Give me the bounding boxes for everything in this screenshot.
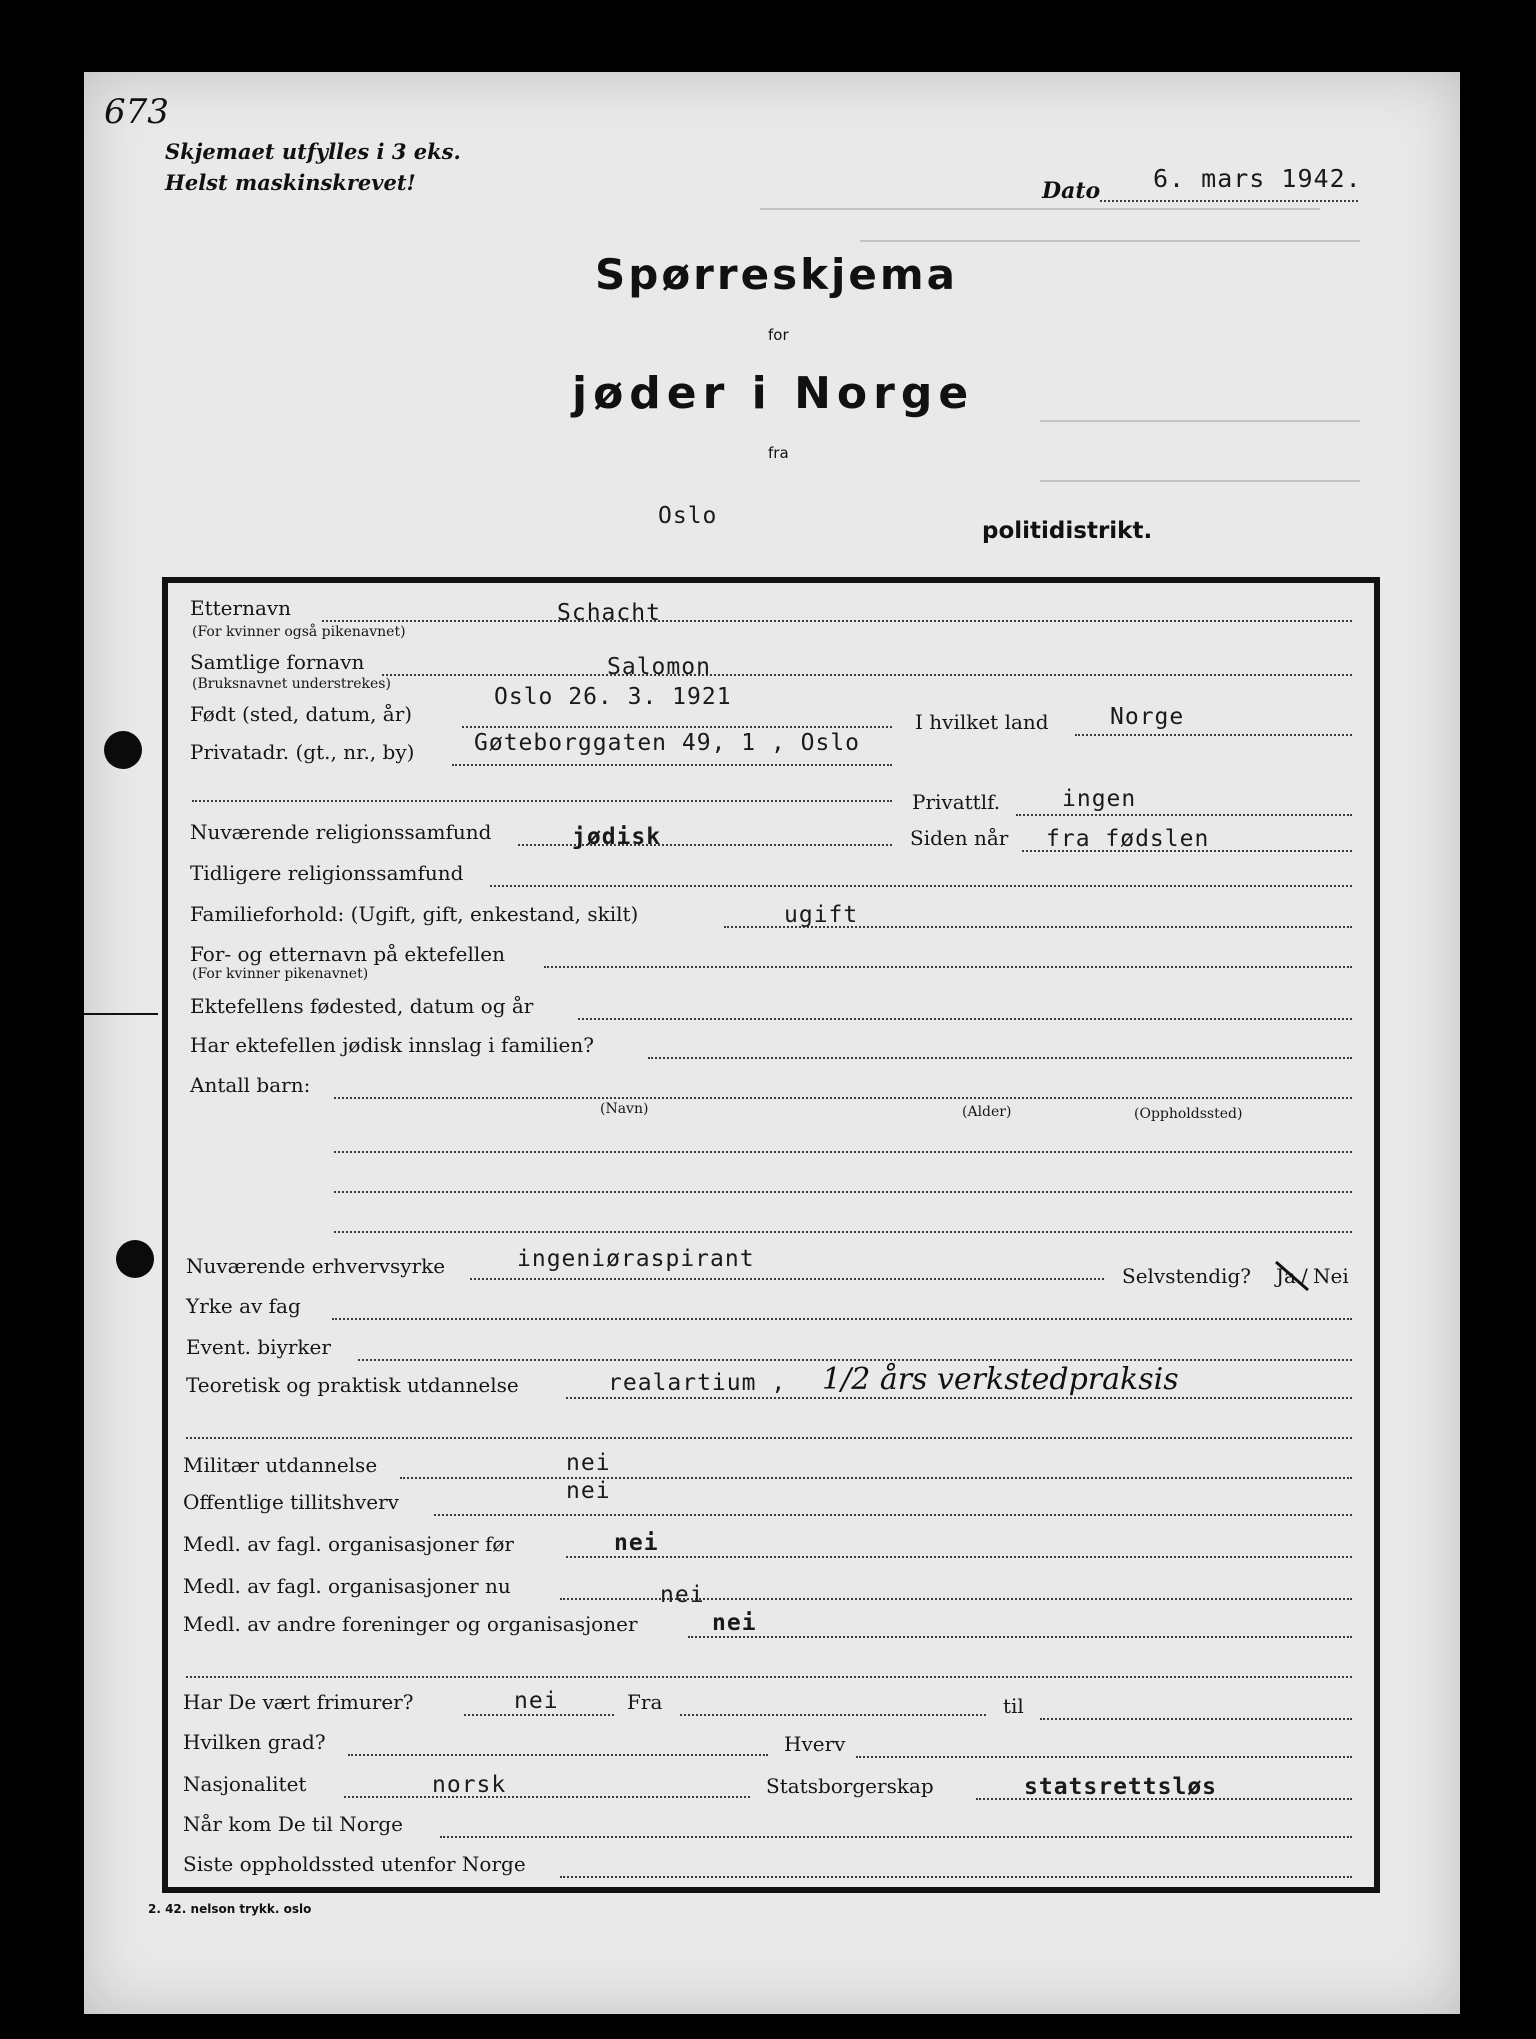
- field-line: [332, 1318, 1352, 1320]
- binder-hole: [116, 1240, 154, 1278]
- field-line: [348, 1754, 768, 1756]
- subtitle-fra: fra: [768, 444, 789, 462]
- value-fodt: Oslo 26. 3. 1921: [494, 684, 732, 710]
- field-line: [470, 1278, 1104, 1280]
- col-opphold: (Oppholdssted): [1134, 1106, 1243, 1122]
- field-line: [344, 1796, 750, 1798]
- label-tillit: Offentlige tillitshverv: [183, 1490, 399, 1514]
- label-fornavn: Samtlige fornavn: [190, 650, 365, 674]
- bleed-through: [1040, 480, 1360, 482]
- label-til: til: [1003, 1694, 1024, 1718]
- field-line: [680, 1714, 986, 1716]
- note-fornavn: (Bruksnavnet understrekes): [192, 676, 391, 692]
- label-militaer: Militær utdannelse: [183, 1453, 378, 1477]
- value-religion: jødisk: [572, 824, 662, 850]
- field-line: [490, 885, 1352, 887]
- label-siste-opphold: Siste oppholdssted utenfor Norge: [183, 1852, 526, 1876]
- value-since: fra fødslen: [1046, 826, 1210, 852]
- value-nasjonalitet: norsk: [432, 1772, 507, 1798]
- binder-hole: [104, 731, 142, 769]
- bleed-through: [1040, 420, 1360, 422]
- bleed-through: [860, 240, 1360, 242]
- instruction-typed: Helst maskinskrevet!: [165, 170, 416, 195]
- field-line: [1040, 1718, 1352, 1720]
- field-line: [434, 1514, 1352, 1516]
- child-row-line: [334, 1191, 1352, 1193]
- label-grad: Hvilken grad?: [183, 1730, 326, 1754]
- label-andre-org: Medl. av andre foreninger og organisasjoner: [183, 1612, 638, 1636]
- field-line: [400, 1477, 1352, 1479]
- label-selvstendig: Selvstendig?: [1122, 1264, 1251, 1288]
- label-since: Siden når: [910, 826, 1009, 850]
- label-privatadr: Privatadr. (gt., nr., by): [190, 740, 415, 764]
- option-ja: Ja: [1276, 1264, 1296, 1288]
- label-ektefelle-fodested: Ektefellens fødested, datum og år: [190, 994, 534, 1018]
- value-familie: ugift: [784, 902, 859, 928]
- edge-mark: [84, 1013, 158, 1015]
- field-line: [192, 800, 892, 802]
- value-fornavn: Salomon: [607, 654, 711, 680]
- label-org-nu: Medl. av fagl. organisasjoner nu: [183, 1574, 511, 1598]
- field-line: [382, 674, 1352, 676]
- form-subtitle: jøder i Norge: [572, 368, 975, 419]
- value-org-nu: nei: [660, 1582, 705, 1608]
- label-religion: Nuværende religionssamfund: [190, 820, 492, 844]
- bleed-through: [760, 208, 1320, 210]
- field-line: [186, 1676, 1352, 1678]
- printer-imprint: 2. 42. nelson trykk. oslo: [148, 1902, 312, 1916]
- title-for: for: [768, 326, 789, 344]
- value-andre-org: nei: [712, 1610, 757, 1636]
- form-title: Spørreskjema: [595, 250, 958, 299]
- value-militaer: nei: [566, 1450, 611, 1476]
- field-line: [186, 1437, 1352, 1439]
- field-line: [322, 620, 1352, 622]
- note-etternavn: (For kvinner også pikenavnet): [192, 624, 406, 640]
- value-erhverv: ingeniøraspirant: [517, 1246, 755, 1272]
- date-line: [1100, 200, 1358, 202]
- value-utdannelse: realartium ,: [608, 1370, 787, 1396]
- label-etternavn: Etternavn: [190, 596, 292, 620]
- field-line: [334, 1097, 1352, 1099]
- label-erhverv: Nuværende erhvervsyrke: [186, 1254, 446, 1278]
- label-frimurer: Har De vært frimurer?: [183, 1690, 414, 1714]
- label-biyrker: Event. biyrker: [186, 1335, 331, 1359]
- value-etternavn: Schacht: [557, 600, 661, 626]
- field-line: [856, 1756, 1352, 1758]
- field-line: [566, 1397, 1352, 1399]
- label-ektefelle: For- og etternavn på ektefellen: [190, 942, 506, 966]
- field-line: [1075, 734, 1352, 736]
- reference-number: 673: [104, 92, 169, 132]
- label-privattlf: Privattlf.: [912, 790, 1001, 814]
- label-kom-til-norge: Når kom De til Norge: [183, 1812, 403, 1836]
- date-label: Dato: [1042, 178, 1101, 204]
- label-fra: Fra: [627, 1690, 663, 1714]
- value-statsborgerskap: statsrettsløs: [1024, 1774, 1218, 1800]
- field-line: [544, 966, 1352, 968]
- child-row-line: [334, 1231, 1352, 1233]
- label-statsborgerskap: Statsborgerskap: [766, 1774, 934, 1798]
- label-hverv: Hverv: [784, 1732, 846, 1756]
- label-fodt: Født (sted, datum, år): [190, 702, 413, 726]
- col-alder: (Alder): [962, 1104, 1012, 1120]
- option-separator: /: [1301, 1264, 1308, 1288]
- field-line: [464, 1714, 614, 1716]
- value-tillit: nei: [566, 1478, 611, 1504]
- child-row-line: [334, 1151, 1352, 1153]
- field-line: [1016, 814, 1352, 816]
- label-tidligere: Tidligere religionssamfund: [190, 861, 464, 885]
- field-line: [560, 1876, 1352, 1878]
- field-line: [648, 1057, 1352, 1059]
- label-yrke: Yrke av fag: [186, 1294, 301, 1318]
- label-familie: Familieforhold: (Ugift, gift, enkestand, skilt): [190, 902, 639, 926]
- option-nei: Nei: [1313, 1264, 1349, 1288]
- value-org-for: nei: [614, 1530, 659, 1556]
- label-utdannelse: Teoretisk og praktisk utdannelse: [186, 1373, 519, 1397]
- handwritten-utdannelse: 1/2 års verkstedpraksis: [822, 1362, 1179, 1397]
- district-suffix: politidistrikt.: [982, 518, 1153, 544]
- value-privatadr: Gøteborggaten 49, 1 , Oslo: [474, 730, 861, 756]
- value-privattlf: ingen: [1062, 786, 1137, 812]
- field-line: [566, 1556, 1352, 1558]
- instruction-copies: Skjemaet utfylles i 3 eks.: [165, 139, 461, 164]
- label-nasjonalitet: Nasjonalitet: [183, 1772, 307, 1796]
- label-land: I hvilket land: [915, 710, 1049, 734]
- district-value: Oslo: [658, 503, 718, 529]
- field-line: [688, 1636, 1352, 1638]
- field-line: [440, 1836, 1352, 1838]
- value-land: Norge: [1110, 704, 1185, 730]
- note-ektefelle: (For kvinner pikenavnet): [192, 966, 369, 982]
- col-navn: (Navn): [600, 1101, 649, 1117]
- field-line: [358, 1359, 1352, 1361]
- field-line: [462, 726, 892, 728]
- strike-mark: [1272, 1258, 1312, 1294]
- value-frimurer: nei: [514, 1688, 559, 1714]
- field-line: [578, 1018, 1352, 1020]
- label-org-for: Medl. av fagl. organisasjoner før: [183, 1532, 514, 1556]
- field-line: [452, 764, 892, 766]
- label-barn: Antall barn:: [190, 1073, 311, 1097]
- label-jodisk-innslag: Har ektefellen jødisk innslag i familien?: [190, 1033, 594, 1057]
- date-value: 6. mars 1942.: [1153, 164, 1362, 193]
